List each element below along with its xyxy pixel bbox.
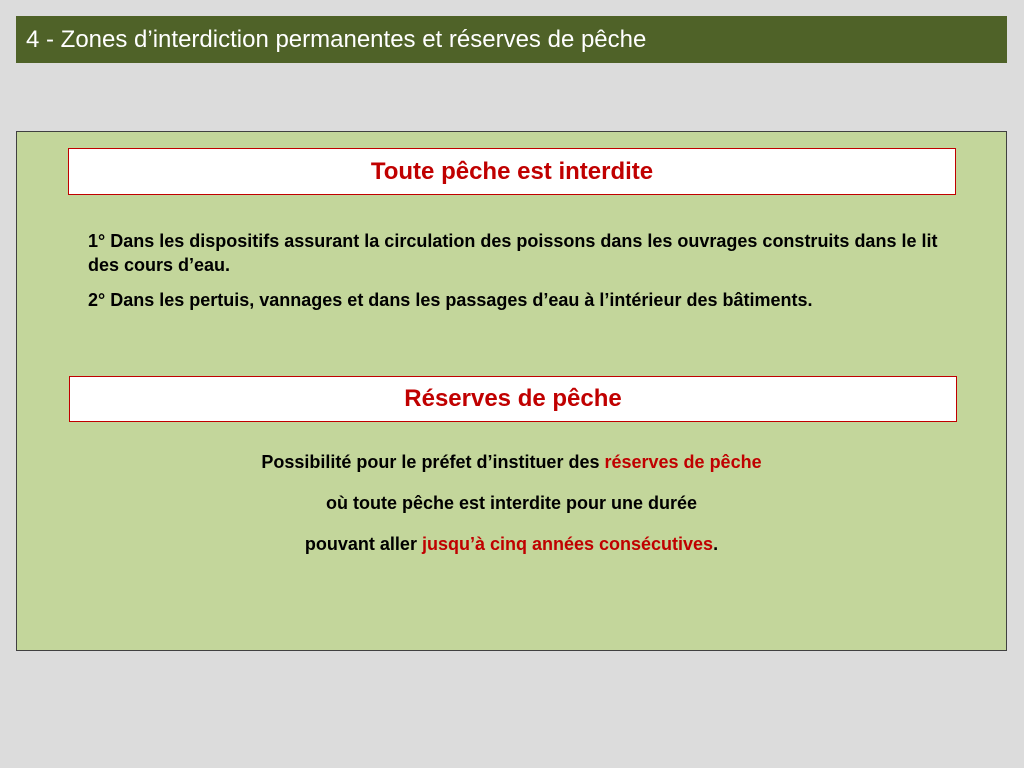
reserves-heading-box xyxy=(69,376,957,422)
reserves-line-3-text: pouvant aller xyxy=(304,534,422,554)
prohibition-list xyxy=(88,229,958,315)
reserves-line-3-highlight: jusqu’à cinq années consécutives xyxy=(421,534,714,554)
slide-title-bar xyxy=(16,16,1007,63)
prohibition-item-2: 2° Dans les pertuis, vannages et dans les passages d’eau à l’intérieur des bâtiments. xyxy=(88,290,813,310)
prohibition-heading: Toute pêche est interdite xyxy=(370,157,654,185)
prohibition-heading-box xyxy=(68,148,956,195)
reserves-text xyxy=(17,451,1006,574)
slide-title: 4 - Zones d’interdiction permanentes et réserves de pêche xyxy=(26,25,647,53)
reserves-line-1-text: Possibilité pour le préfet d’instituer des xyxy=(261,452,605,472)
reserves-line-3 xyxy=(17,533,1006,555)
reserves-heading: Réserves de pêche xyxy=(404,385,622,412)
reserves-line-2: où toute pêche est interdite pour une durée xyxy=(325,493,698,513)
reserves-line-1 xyxy=(17,451,1006,473)
content-panel xyxy=(16,131,1007,651)
reserves-line-3-end: . xyxy=(713,534,719,554)
reserves-line-1-highlight: réserves de pêche xyxy=(604,452,762,472)
prohibition-item-1: 1° Dans les dispositifs assurant la circulation des poissons dans les ouvrages construits dans le lit des cours d’eau. xyxy=(88,231,938,275)
